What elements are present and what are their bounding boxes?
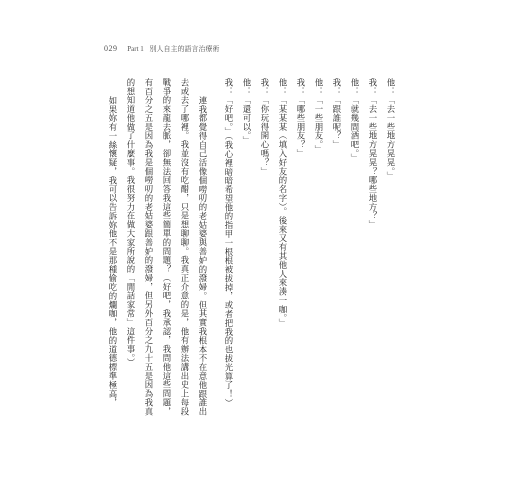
dialogue-line: 他：「一些朋友。」 [314,78,324,154]
chapter-title: 別人自主的語言治療術 [149,45,220,53]
dialogue-line: 他：「還可以。」 [242,78,252,145]
prose-line: 戰爭的來龍去脈，卻無法回答我這些簡單的問題？（好吧，我承認，我問他這些問題， [162,78,172,416]
dialogue-line: 他：「就幾間酒吧。」 [350,78,360,163]
dialogue-line: 我：「你玩得開心嗎？」 [260,78,270,176]
page-header [104,44,220,54]
dialogue-line: 他：「某某某（填入好友的名字）。後來又有其他人來湊一咖。」 [278,78,288,328]
part-label: Part 1 [127,45,144,53]
prose-line: 去或去了哪裡。我並沒有吃醋，只是想聊聊。我真正介意的是，他有辦法講出史上每段 [180,78,190,416]
dialogue-line: 我：「好吧。」（我心裡暗暗希望他的指甲一根根被拔掉，或者把我的也拔光算了！） [224,78,234,408]
prose-line: 有百分之五是因為我是個嘮叨的老姑婆跟善妒的潑婦，但另外百分之九十五是因為我真 [144,78,154,416]
dialogue-line: 我：「去一些地方晃晃？哪些地方？」 [368,78,378,230]
prose-line: 如果妳有一絲懷疑，我可以告訴妳他不是那種偷吃的爛咖，他的道德標準極高， [108,96,118,408]
page-number: 029 [104,44,118,53]
dialogue-line: 我：「哪些朋友？」 [296,78,306,159]
prose-line: 連我都覺得自己活像個嘮叨的老姑婆與善妒的潑婦。但其實我根本不在意他跟誰出 [198,96,208,417]
prose-line: 的想知道他做了什麼事。我很努力在做大家所說的「閒話家常」這件事。） [126,78,136,368]
dialogue-line: 我：「跟誰呢？」 [332,78,342,150]
dialogue-line: 他：「去一些地方晃晃。」 [386,78,396,181]
vertical-text-body [108,78,396,417]
